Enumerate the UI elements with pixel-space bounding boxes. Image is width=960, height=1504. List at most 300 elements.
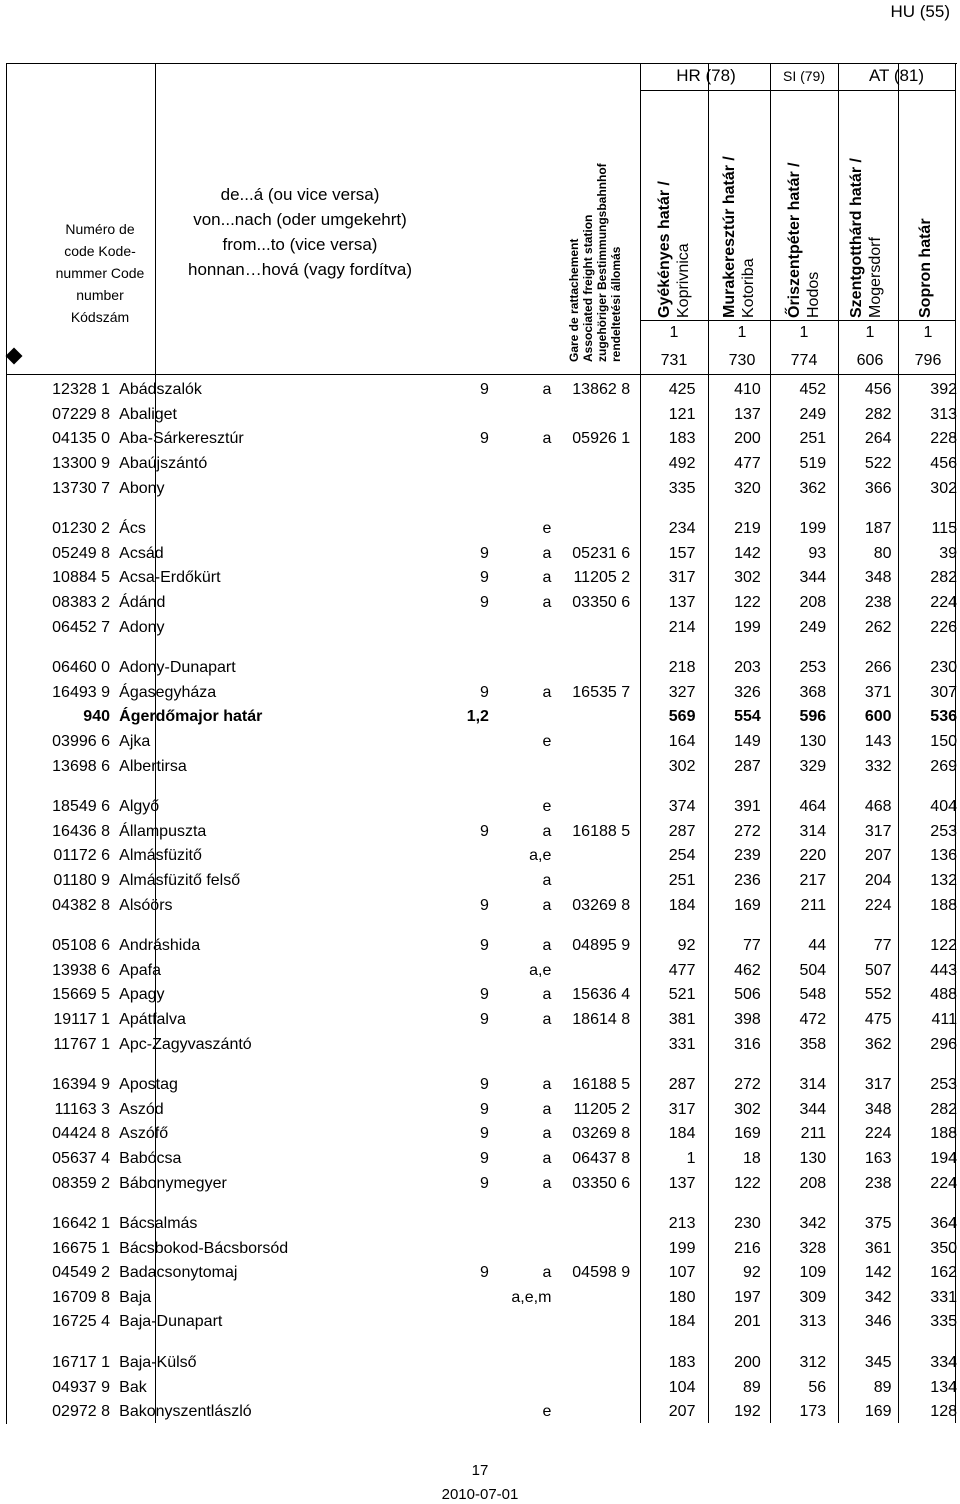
footnote: 9 [480,594,489,612]
attachment: a [542,986,552,1004]
dist-szentgotthard: 204 [864,871,892,889]
footnote [405,517,489,542]
dist-szentgotthard: 348 [864,569,892,587]
dist-sopron: 115 [931,520,957,538]
dist-oriszentpeter: 328 [799,1239,827,1257]
dist-szentgotthard: 371 [864,683,892,701]
dist-sopron: 296 [930,1035,957,1053]
freight-station: 03269 8 [572,1125,631,1143]
freight-station [551,517,633,542]
footer-date: 2010-07-01 [441,1486,519,1503]
station-name: Acsád [119,544,164,562]
station-code: 03996 6 [52,733,110,751]
station-name: Adony-Dunapart [119,659,236,677]
table-row [0,754,960,779]
station-code: 13300 9 [52,455,110,473]
freight-station [551,795,633,820]
station-name: Állampuszta [119,822,207,840]
table-row [0,566,960,591]
attachment: e [542,798,552,816]
footnote: 9 [480,1010,489,1028]
dist-oriszentpeter: 313 [799,1313,827,1331]
station-name: Albertirsa [119,757,187,775]
dist-oriszentpeter: 362 [799,479,827,497]
dist-szentgotthard: 600 [864,708,892,726]
dist-szentgotthard: 522 [864,455,892,473]
footnote [405,958,489,983]
dist-oriszentpeter: 314 [799,822,827,840]
dist-sopron: 39 [939,544,957,562]
dist-sopron: 188 [930,896,957,914]
station-name: Baja-Dunapart [119,1313,223,1331]
station-code: 11767 1 [53,1035,110,1053]
station-name: Adony [119,618,165,636]
dist-gyekenyes: 184 [668,896,696,914]
attachment: a [542,896,552,914]
dist-sopron: 307 [930,683,957,701]
dist-szentgotthard: 238 [864,1174,892,1192]
footnote: 9 [480,1125,489,1143]
dist-oriszentpeter: 56 [808,1378,827,1396]
dist-murakeresztur: 219 [734,520,761,538]
page-corner-label: HU (55) [890,2,950,21]
border-header-szentgotthard: Szentgotthárd határ / Mogersdorf [848,157,884,318]
dist-sopron: 335 [930,1313,957,1331]
station-code: 06452 7 [52,618,110,636]
dist-sopron: 313 [930,405,957,423]
table-row [0,844,960,869]
station-code: 16717 1 [52,1354,110,1372]
footnote [405,869,489,894]
station-code: 13938 6 [52,961,110,979]
dist-sopron: 134 [930,1378,957,1396]
dist-sopron: 188 [930,1125,957,1143]
station-code: 04135 0 [52,430,110,448]
footnote [405,730,489,755]
dist-oriszentpeter: 253 [799,659,827,677]
footnote [405,656,489,681]
dist-murakeresztur: 200 [734,1354,761,1372]
distance-table-body [0,378,960,1425]
freight-station [551,1236,633,1261]
station-name: Abaújszántó [119,455,208,473]
footnote [405,1212,489,1237]
group-header-hr: HR (78) [676,66,736,85]
attachment [489,452,551,477]
dist-gyekenyes: 317 [668,569,696,587]
dist-gyekenyes: 121 [668,405,696,423]
dist-oriszentpeter: 211 [800,1125,827,1143]
border-index: 1 [865,324,875,341]
footnote [405,795,489,820]
footnote: 1,2 [466,708,489,726]
station-code: 02972 8 [52,1403,110,1421]
dist-szentgotthard: 262 [864,618,892,636]
border-index: 1 [737,324,747,341]
freight-station [551,1310,633,1335]
dist-sopron: 536 [930,708,957,726]
dist-gyekenyes: 425 [668,381,696,399]
dist-oriszentpeter: 109 [799,1264,827,1282]
station-code: 18549 6 [52,798,110,816]
dist-gyekenyes: 317 [668,1100,696,1118]
dist-gyekenyes: 234 [668,520,696,538]
dist-gyekenyes: 287 [668,1076,696,1094]
attachment [489,1351,551,1376]
dist-sopron: 228 [930,430,957,448]
dist-murakeresztur: 230 [734,1215,761,1233]
dist-oriszentpeter: 472 [799,1010,827,1028]
code-column-header: Numéro de code Kode- nummer Code number Kódszám [55,221,145,325]
dist-murakeresztur: 554 [734,708,761,726]
dist-gyekenyes: 137 [668,1174,696,1192]
freight-station [551,615,633,640]
dist-murakeresztur: 169 [734,896,761,914]
dist-oriszentpeter: 309 [799,1288,827,1306]
station-code: 16493 9 [52,683,110,701]
station-name: Abádszalók [119,381,202,399]
footnote [405,403,489,428]
dist-oriszentpeter: 211 [800,896,827,914]
dist-gyekenyes: 302 [668,757,696,775]
attachment [489,476,551,501]
attachment: a [542,871,552,889]
dist-sopron: 456 [930,455,957,473]
footnote: 9 [480,381,489,399]
freight-station: 05231 6 [572,544,631,562]
dist-szentgotthard: 552 [864,986,892,1004]
border-header-gyekenyes: Gyékényes határ / Koprivnica [656,181,692,318]
station-name: Baja [119,1288,152,1306]
freight-station [551,869,633,894]
distance-table [0,378,960,1425]
dist-sopron: 136 [930,847,957,865]
attachment [489,656,551,681]
dist-gyekenyes: 184 [668,1125,696,1143]
station-name: Abaliget [119,405,177,423]
dist-oriszentpeter: 208 [799,594,827,612]
dist-szentgotthard: 348 [864,1100,892,1118]
attachment: a [542,1174,552,1192]
station-name: Apátfalva [119,1010,186,1028]
station-code: 01230 2 [52,520,110,538]
dist-murakeresztur: 239 [734,847,761,865]
divider [640,320,956,321]
table-row [0,681,960,706]
footnote: 9 [480,986,489,1004]
table-row [0,591,960,616]
dist-murakeresztur: 462 [734,961,761,979]
footnote: 9 [480,937,489,955]
footnote: 9 [480,822,489,840]
attachment [489,403,551,428]
attachment: a [542,937,552,955]
footnote [405,1032,489,1057]
footnote: 9 [480,430,489,448]
dist-sopron: 350 [930,1239,957,1257]
table-row [0,1236,960,1261]
station-name: Almásfüzitő [119,847,202,865]
station-name: Bábonymegyer [119,1174,227,1192]
freight-station [551,1286,633,1311]
freight-station [551,844,633,869]
dist-oriszentpeter: 342 [799,1215,827,1233]
station-name: Apafa [119,961,161,979]
dist-sopron: 162 [930,1264,957,1282]
footnote [405,1310,489,1335]
table-row [0,893,960,918]
dist-oriszentpeter: 130 [799,1149,827,1167]
row-spacer [0,918,960,934]
freight-station [551,656,633,681]
station-name: Algyő [119,798,160,816]
dist-gyekenyes: 183 [668,430,696,448]
freight-station [551,1375,633,1400]
table-row [0,820,960,845]
dist-szentgotthard: 187 [864,520,892,538]
dist-sopron: 226 [930,618,957,636]
table-row [0,517,960,542]
dist-oriszentpeter: 596 [799,708,827,726]
dist-gyekenyes: 218 [668,659,696,677]
freight-station: 18614 8 [572,1010,631,1028]
footnote: 9 [480,1174,489,1192]
dist-oriszentpeter: 217 [799,871,827,889]
dist-szentgotthard: 456 [864,381,892,399]
dist-oriszentpeter: 249 [799,405,827,423]
dist-szentgotthard: 207 [864,847,892,865]
dist-murakeresztur: 201 [734,1313,761,1331]
dist-sopron: 488 [930,986,957,1004]
dist-gyekenyes: 180 [668,1288,696,1306]
footnote [405,1400,489,1425]
group-header-si: SI (79) [782,68,825,84]
attachment: a [542,381,552,399]
dist-murakeresztur: 236 [734,871,761,889]
dist-szentgotthard: 238 [864,594,892,612]
station-name: Aba-Sárkeresztúr [119,430,244,448]
dist-oriszentpeter: 519 [799,455,827,473]
dist-sopron: 443 [930,961,957,979]
dist-murakeresztur: 302 [734,569,761,587]
station-name: Ádánd [119,594,166,612]
table-row [0,452,960,477]
border-header-sopron: Sopron határ [917,218,934,318]
station-code: 16709 8 [52,1288,110,1306]
table-row [0,615,960,640]
dist-gyekenyes: 327 [668,683,696,701]
dist-oriszentpeter: 464 [799,798,827,816]
attachment [489,1032,551,1057]
station-code: 13730 7 [52,479,110,497]
station-code: 07229 8 [52,405,110,423]
page-number: 17 [471,1462,489,1479]
dist-gyekenyes: 251 [668,871,696,889]
dist-gyekenyes: 207 [668,1403,696,1421]
attachment: a [542,822,552,840]
dist-murakeresztur: 192 [734,1403,761,1421]
dist-gyekenyes: 335 [668,479,696,497]
station-code: 16436 8 [52,822,110,840]
dist-szentgotthard: 345 [864,1354,892,1372]
dist-oriszentpeter: 314 [799,1076,827,1094]
dist-szentgotthard: 142 [864,1264,892,1282]
dist-oriszentpeter: 452 [799,381,827,399]
dist-szentgotthard: 342 [864,1288,892,1306]
dist-murakeresztur: 89 [743,1378,761,1396]
row-spacer [0,501,960,517]
table-row [0,1032,960,1057]
attachment: a [542,1149,552,1167]
footnote [405,615,489,640]
dist-sopron: 150 [930,733,957,751]
station-name: Bácsbokod-Bácsborsód [119,1239,289,1257]
dist-sopron: 392 [930,381,957,399]
dist-sopron: 404 [930,798,957,816]
freight-station: 11205 2 [573,1100,631,1118]
freight-station [551,958,633,983]
footnote [405,452,489,477]
dist-szentgotthard: 169 [864,1403,892,1421]
table-row [0,958,960,983]
dist-gyekenyes: 199 [668,1239,696,1257]
attachment: a [542,594,552,612]
dist-oriszentpeter: 344 [799,569,827,587]
station-name: Ács [119,520,146,538]
station-code: 12328 1 [52,381,110,399]
dist-sopron: 128 [930,1403,957,1421]
dist-oriszentpeter: 548 [799,986,827,1004]
station-name: Apostag [119,1076,178,1094]
dist-oriszentpeter: 368 [799,683,827,701]
table-row [0,403,960,428]
freight-station [551,1400,633,1425]
footnote [405,476,489,501]
dist-gyekenyes: 374 [668,798,696,816]
attachment: a [542,1264,552,1282]
station-code: 19117 1 [53,1010,110,1028]
table-row [0,656,960,681]
table-row [0,934,960,959]
dist-oriszentpeter: 199 [799,520,827,538]
freight-station: 16535 7 [572,683,631,701]
table-row [0,1400,960,1425]
footnote [405,1236,489,1261]
dist-szentgotthard: 77 [873,937,892,955]
station-name: Bácsalmás [119,1215,198,1233]
dist-gyekenyes: 213 [668,1215,696,1233]
table-row [0,378,960,403]
attachment [489,1236,551,1261]
dist-sopron: 334 [930,1354,957,1372]
freight-station: 06437 8 [572,1149,631,1167]
table-row [0,1310,960,1335]
table-row [0,705,960,730]
table-row [0,1261,960,1286]
dist-gyekenyes: 331 [668,1035,696,1053]
border-index: 1 [669,324,679,341]
dist-murakeresztur: 477 [734,455,761,473]
dist-oriszentpeter: 329 [799,757,827,775]
station-code: 04937 9 [52,1378,110,1396]
dist-szentgotthard: 468 [864,798,892,816]
station-name: Ágerdőmajor határ [119,708,263,726]
station-code: 16642 1 [52,1215,110,1233]
dist-szentgotthard: 89 [873,1378,892,1396]
dist-szentgotthard: 80 [873,544,892,562]
dist-gyekenyes: 287 [668,822,696,840]
dist-szentgotthard: 346 [864,1313,892,1331]
border-code: 731 [660,352,688,369]
dist-szentgotthard: 362 [864,1035,892,1053]
dist-sopron: 122 [930,937,957,955]
station-name: Acsa-Erdőkürt [119,569,221,587]
footnote: 9 [480,569,489,587]
dist-szentgotthard: 143 [864,733,892,751]
dist-sopron: 230 [930,659,957,677]
footnote: 9 [480,544,489,562]
dist-murakeresztur: 410 [734,381,761,399]
dist-oriszentpeter: 251 [799,430,827,448]
station-name: Bakonyszentlászló [119,1403,252,1421]
footnote: 9 [480,896,489,914]
station-name: Andráshida [119,937,201,955]
dist-sopron: 364 [930,1215,957,1233]
station-name: Almásfüzitő felső [119,871,241,889]
dist-oriszentpeter: 93 [808,544,827,562]
dist-szentgotthard: 224 [864,1125,892,1143]
table-row [0,983,960,1008]
table-row [0,1122,960,1147]
row-spacer [0,779,960,795]
border-code: 730 [728,352,756,369]
dist-oriszentpeter: 358 [799,1035,827,1053]
footnote [405,754,489,779]
dist-gyekenyes: 92 [677,937,696,955]
dist-szentgotthard: 366 [864,479,892,497]
dist-gyekenyes: 521 [668,986,696,1004]
row-spacer [0,1057,960,1073]
attachment: e [542,520,552,538]
dist-oriszentpeter: 504 [799,961,827,979]
attachment: a [542,683,552,701]
attachment [489,705,551,730]
station-name: Apagy [119,986,165,1004]
attachment: a [542,1010,552,1028]
route-column-header: de...á (ou vice versa) von...nach (oder umgekehrt) from...to (vice versa) honnan…hová (vagy fordítva) [188,185,412,279]
table-row [0,1212,960,1237]
attachment: a [542,544,552,562]
dist-gyekenyes: 254 [668,847,696,865]
border-code: 774 [790,352,818,369]
dist-szentgotthard: 375 [864,1215,892,1233]
dist-murakeresztur: 199 [734,618,761,636]
divider [640,90,956,91]
dist-sopron: 253 [930,1076,957,1094]
dist-murakeresztur: 203 [734,659,761,677]
table-row [0,869,960,894]
footnote: 9 [480,1264,489,1282]
dist-murakeresztur: 149 [734,733,761,751]
dist-sopron: 194 [930,1149,957,1167]
footnote [405,1375,489,1400]
dist-szentgotthard: 266 [864,659,892,677]
dist-murakeresztur: 302 [734,1100,761,1118]
border-header-oriszentpeter: Őriszentpéter határ / Hodos [786,162,822,318]
dist-oriszentpeter: 249 [799,618,827,636]
dist-gyekenyes: 107 [668,1264,696,1282]
dist-oriszentpeter: 173 [799,1403,827,1421]
